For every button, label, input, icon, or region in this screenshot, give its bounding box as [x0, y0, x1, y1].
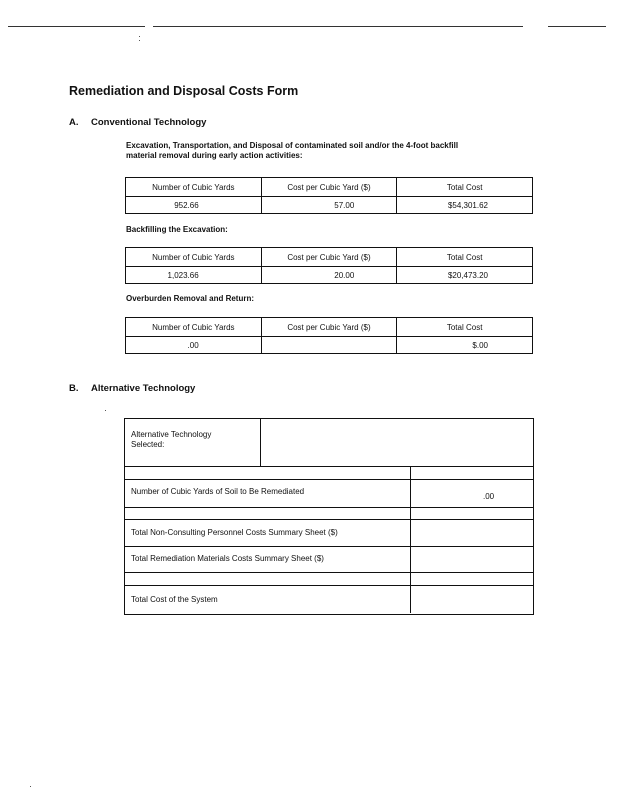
row-divider [125, 507, 533, 508]
section-a-heading [69, 117, 206, 128]
col-header-total-cost: Total Cost [397, 248, 533, 267]
row-divider [125, 479, 533, 480]
personnel-costs-label: Total Non-Consulting Personnel Costs Summary Sheet ($) [131, 528, 338, 537]
backfilling-cost-table [125, 247, 533, 284]
section-a-letter: A. [69, 117, 79, 128]
col-header-cubic-yards: Number of Cubic Yards [126, 248, 262, 267]
overburden-cost-table [125, 317, 533, 354]
header-rule-right [548, 26, 606, 27]
cost-per-yard-value: 57.00 [261, 197, 397, 214]
section-b-letter: B. [69, 383, 79, 394]
alternative-technology-selected-label [131, 430, 211, 450]
total-cost-value: $.00 [397, 337, 533, 354]
col-header-cost-per-yard: Cost per Cubic Yard ($) [261, 318, 397, 337]
section-b-title: Alternative Technology [91, 383, 196, 394]
row-divider [125, 466, 533, 467]
form-title: Remediation and Disposal Costs Form [69, 84, 299, 98]
header-rule-left [8, 26, 145, 27]
alternative-technology-table [124, 418, 534, 615]
row-divider [125, 546, 533, 547]
scan-speck [139, 36, 140, 37]
column-divider [260, 419, 261, 466]
section-a-intro-line-2: material removal during early action activities: [126, 151, 303, 160]
total-cost-value: $54,301.62 [397, 197, 533, 214]
scan-speck [30, 786, 31, 787]
col-header-total-cost: Total Cost [397, 178, 533, 197]
scan-speck [139, 40, 140, 41]
cubic-yards-value: .00 [126, 337, 262, 354]
section-a-title: Conventional Technology [91, 117, 207, 128]
cubic-yards-value: 1,023.66 [126, 267, 262, 284]
cost-per-yard-value [261, 337, 397, 354]
selected-label-line-2: Selected: [131, 440, 165, 449]
section-a-intro [126, 141, 458, 161]
soil-cubic-yards-value: .00 [483, 492, 495, 501]
scan-speck [105, 410, 106, 411]
col-header-cubic-yards: Number of Cubic Yards [126, 178, 262, 197]
table-row [126, 267, 533, 284]
overburden-caption: Overburden Removal and Return: [126, 294, 255, 303]
excavation-cost-table [125, 177, 533, 214]
materials-costs-label: Total Remediation Materials Costs Summary Sheet ($) [131, 554, 324, 563]
system-total-cost-label: Total Cost of the System [131, 595, 218, 604]
header-rule-middle [153, 26, 523, 27]
selected-label-line-1: Alternative Technology [131, 430, 212, 439]
row-divider [125, 572, 533, 573]
table-header-row [126, 178, 533, 197]
row-divider [125, 585, 533, 586]
cost-per-yard-value: 20.00 [261, 267, 397, 284]
section-a-intro-line-1: Excavation, Transportation, and Disposal of contaminated soil and/or the 4-foot backfill [126, 141, 459, 150]
table-header-row [126, 318, 533, 337]
table-header-row [126, 248, 533, 267]
col-header-cubic-yards: Number of Cubic Yards [126, 318, 262, 337]
backfilling-caption: Backfilling the Excavation: [126, 225, 228, 234]
row-divider [125, 519, 533, 520]
section-b-heading [69, 383, 195, 394]
column-divider [410, 467, 411, 613]
col-header-total-cost: Total Cost [397, 318, 533, 337]
cubic-yards-value: 952.66 [126, 197, 262, 214]
col-header-cost-per-yard: Cost per Cubic Yard ($) [261, 178, 397, 197]
col-header-cost-per-yard: Cost per Cubic Yard ($) [261, 248, 397, 267]
table-row [126, 337, 533, 354]
total-cost-value: $20,473.20 [397, 267, 533, 284]
table-row [126, 197, 533, 214]
soil-cubic-yards-label: Number of Cubic Yards of Soil to Be Remediated [131, 487, 305, 496]
